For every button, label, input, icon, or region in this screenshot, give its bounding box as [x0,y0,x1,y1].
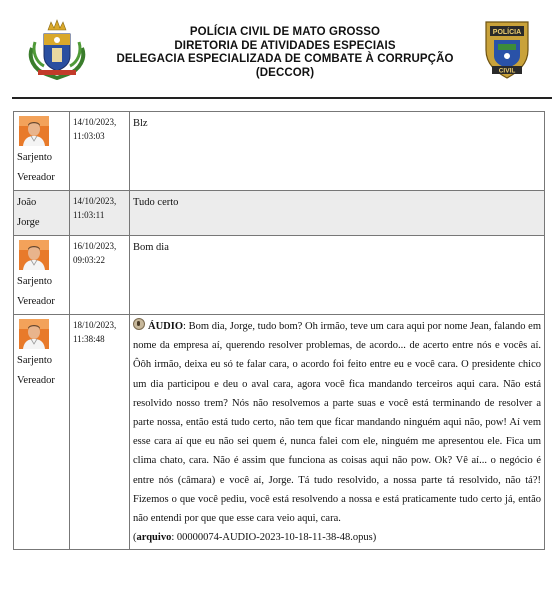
timestamp-cell [70,112,130,191]
avatar [19,319,49,349]
message-date: 14/10/2023, [73,117,117,127]
header-line-4: (DECCOR) [255,66,315,79]
message-text-cell [130,191,545,236]
sender-cell [14,315,70,550]
sender-name-line-2: Vereador [17,375,55,386]
sender-name-line-1: João [17,197,37,208]
sender-name-line-1: Sarjento [17,276,52,287]
timestamp-cell [70,315,130,550]
coat-of-arms-icon [26,18,88,80]
message-date: 18/10/2023, [73,320,117,330]
message-text: Bom dia [133,242,169,253]
sender-name-line-2: Vereador [17,172,55,183]
message-time: 11:03:03 [73,131,105,141]
header-divider [12,97,552,99]
sender-cell [14,112,70,191]
message-text: Tudo certo [133,197,179,208]
sender-name-line-1: Sarjento [17,152,52,163]
header-line-2: DIRETORIA DE ATIVIDADES ESPECIAIS [174,39,396,52]
timestamp-cell [70,236,130,315]
message-date: 16/10/2023, [73,241,117,251]
message-text-cell [130,112,545,191]
sender-name-line-2: Vereador [17,296,55,307]
message-row [14,191,545,236]
badge-text-bottom: CIVIL [498,67,516,75]
avatar [19,240,49,270]
sender-name-line-1: Sarjento [17,355,52,366]
sender-cell [14,191,70,236]
header-title [95,26,475,80]
message-time: 11:38:48 [73,334,105,344]
message-text: Blz [133,118,148,129]
sender-name-line-2: Jorge [17,217,40,228]
sender-cell [14,236,70,315]
header-line-1: POLÍCIA CIVIL DE MATO GROSSO [189,26,381,38]
message-row [14,236,545,315]
message-text-cell [130,236,545,315]
message-text-cell [130,315,545,550]
message-date: 14/10/2023, [73,196,117,206]
message-time: 09:03:22 [73,255,106,265]
message-time: 11:03:11 [73,210,105,220]
audio-transcript: : Bom dia, Jorge, tudo bom? Oh irmão, teve um cara aqui por nome Jean, falando em nome da empresa aí, querendo resolver problemas, de acordo... de acerto entre nós e vocês aí. Ôôh irmão, deixa eu só te falar cara, o acordo foi feito entre eu e você cara. O presidente chico um dia participou e deu o aval cara, agora você fica mandando terceiros aqui cara. Não está resolvido nosso trem? Nós não resolvemos a parte suas e você está terminando de resolver a parte nossa, então está tudo certo, não tem que ficar mandando ninguém aqui não, pow! Aí vem esse cara aí que eu não sei quem é, nunca falei com ele, ninguém me apresentou ele. Fica um clima chato, cara. Não é assim que funciona as coisas aqui não pow. Ok? Vê aí... o negócio é entre nós (câmara) e você aí, Jorge. Tá tudo resolvido, a nossa parte tá resolvido, não tá?! Fizemos o que você pediu, você está resolvendo a nossa e está praticamente tudo certo já, então não entendi por que que esse cara veio aqui, cara. [133,321,541,525]
message-table [13,111,545,550]
audio-icon [133,318,145,330]
avatar [19,116,49,146]
message-row [14,315,545,550]
file-label: arquivo [136,532,172,544]
badge-text-top: POLÍCIA [492,29,522,36]
file-open-paren: ( [133,532,137,544]
audio-file-name[interactable]: : 00000074-AUDIO-2023-10-18-11-38-48.opus) [171,532,377,544]
audio-label: ÁUDIO [148,321,184,332]
message-row [14,112,545,191]
document-header [0,0,553,98]
header-line-3: DELEGACIA ESPECIALIZADA DE COMBATE À CORRUPÇÃO [116,53,454,65]
police-badge-icon [482,16,532,80]
timestamp-cell [70,191,130,236]
